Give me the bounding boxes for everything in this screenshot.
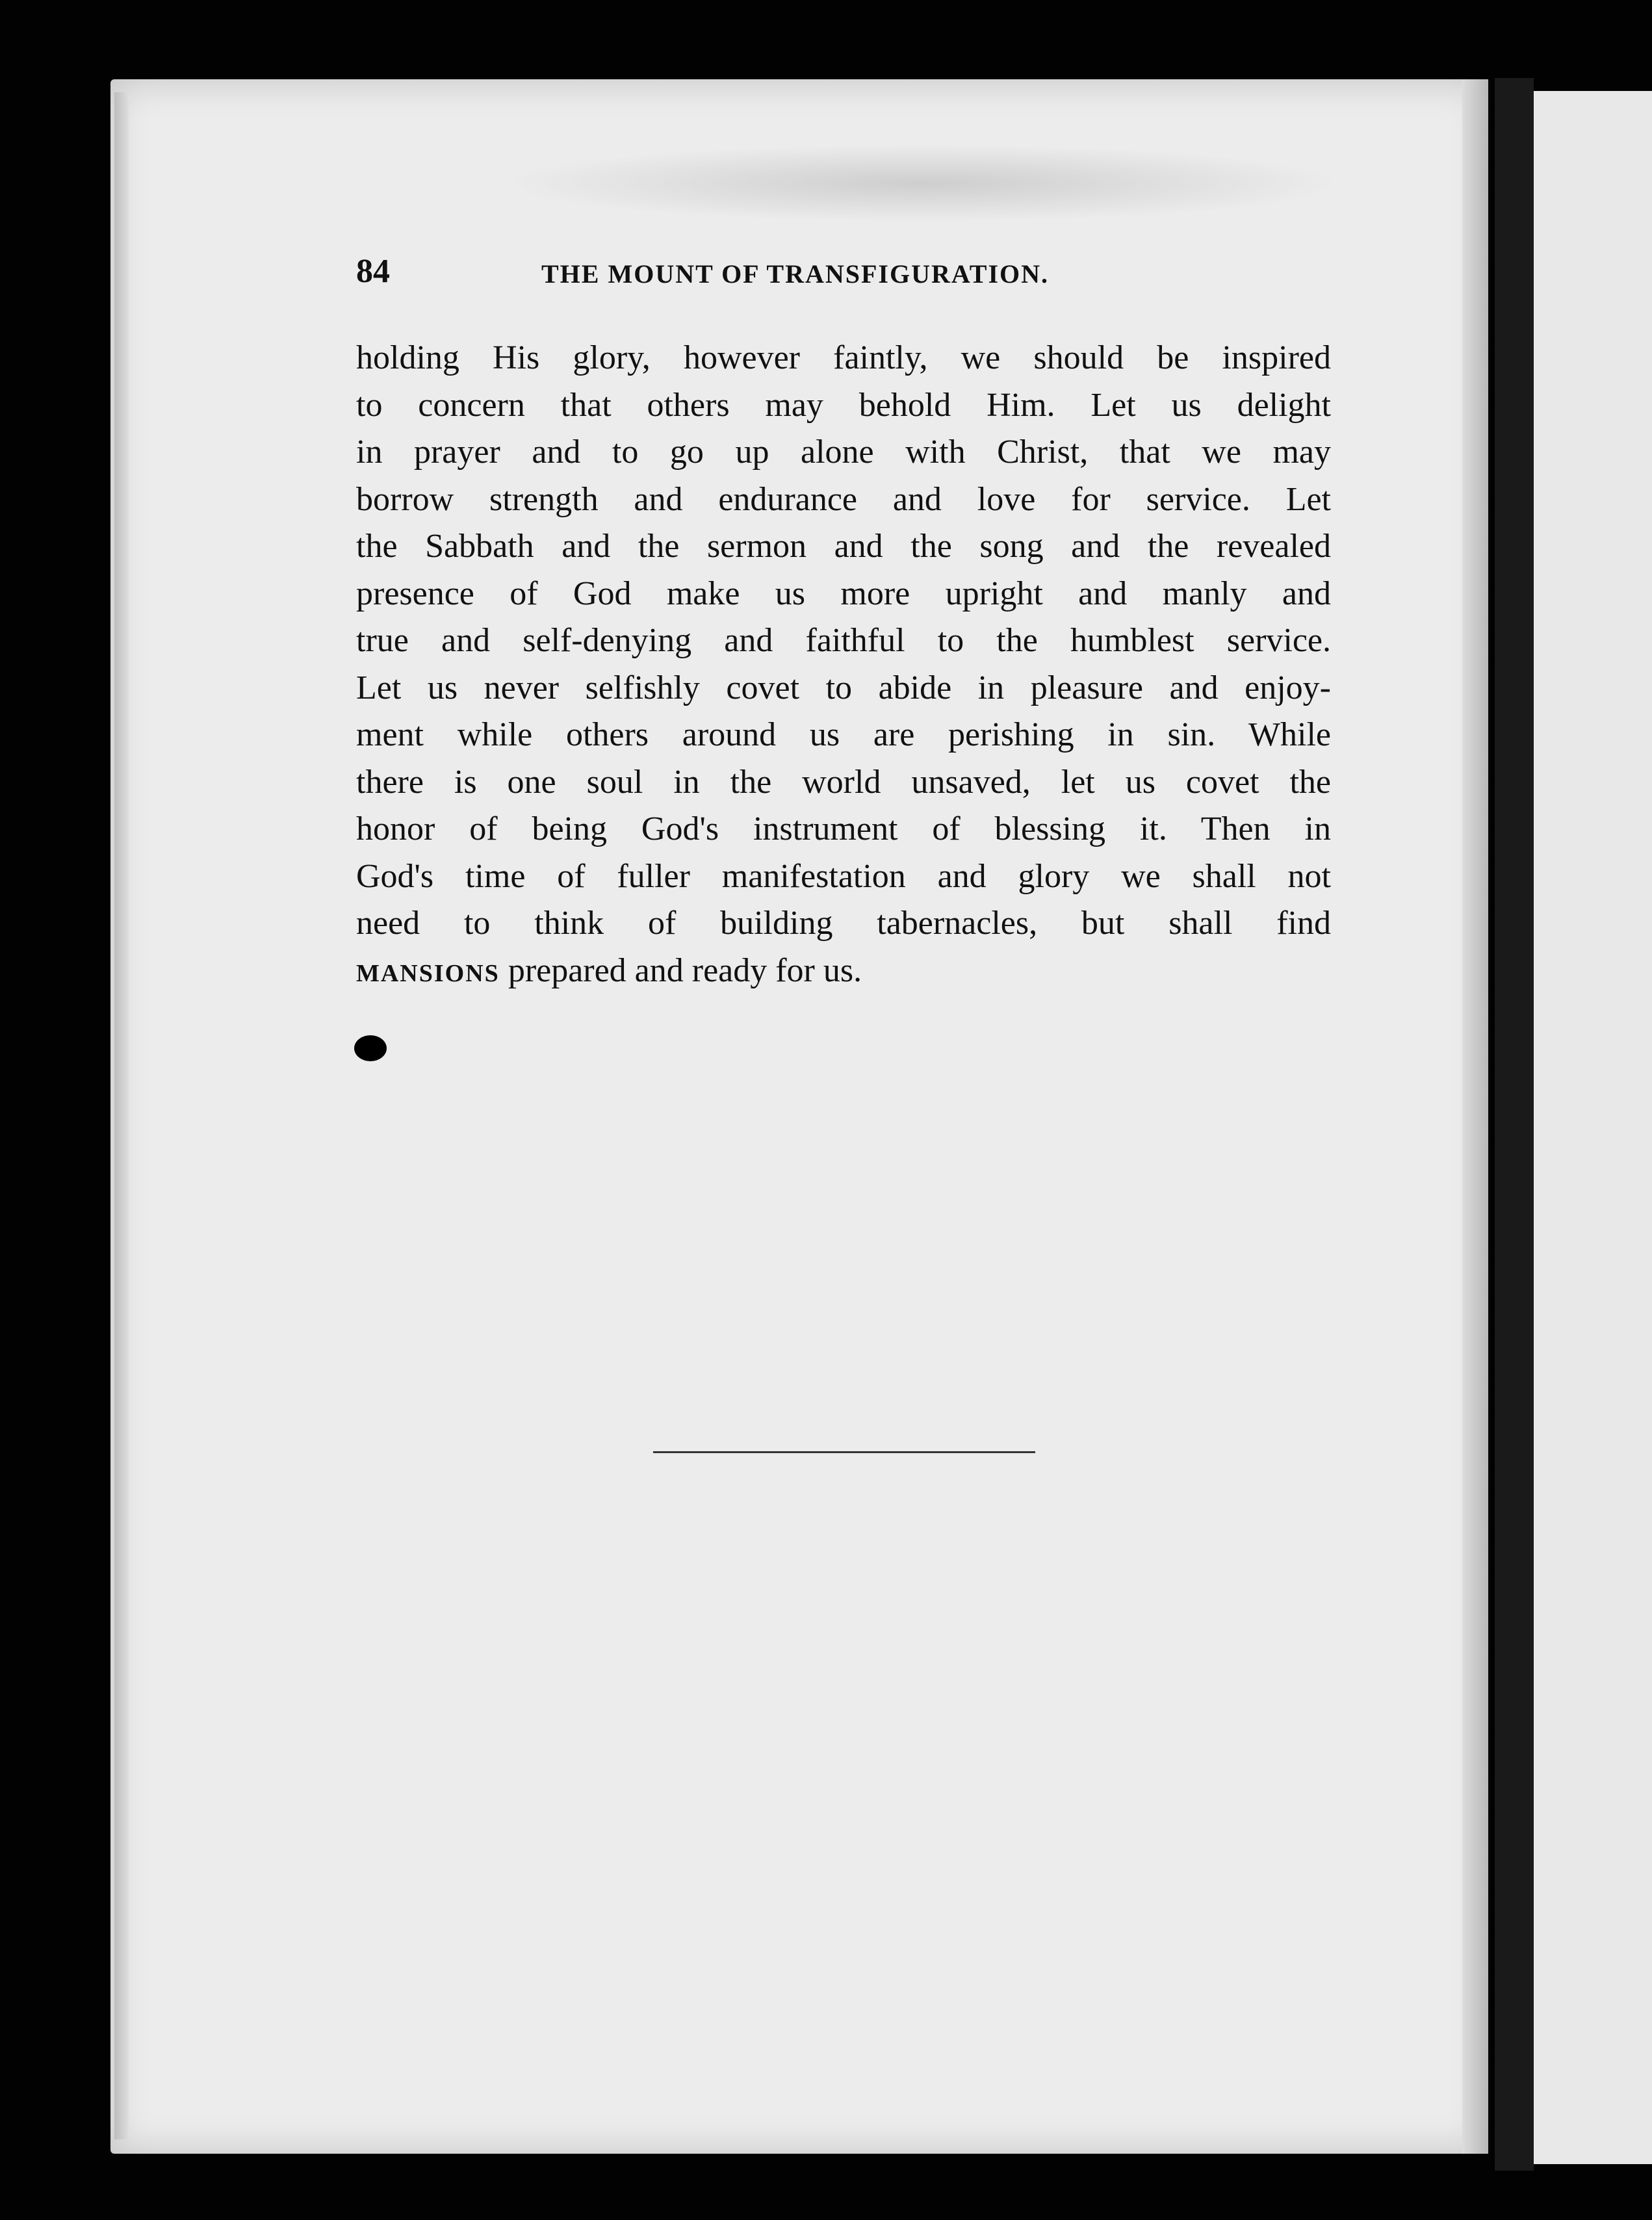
text-line: holding His glory, however faintly, we should be inspired (356, 339, 1331, 376)
page-header (356, 252, 1331, 298)
text-line: to concern that others may behold Him. Let us delight (356, 386, 1331, 424)
text-line: there is one soul in the world unsaved, let us covet the (356, 763, 1331, 801)
page-left-edge (114, 92, 129, 2139)
page-number: 84 (356, 253, 390, 290)
text-line: true and self-denying and faithful to the humblest service. (356, 622, 1331, 659)
ink-blot (354, 1035, 387, 1061)
text-line: ment while others around us are perishing in sin. While (356, 716, 1331, 753)
text-line: need to think of building tabernacles, but shall find (356, 905, 1331, 942)
section-end-rule (653, 1451, 1035, 1453)
book-binding (1495, 78, 1534, 2171)
body-paragraph (356, 335, 1331, 997)
text-line: God's time of fuller manifestation and glory we shall not (356, 857, 1331, 895)
page-stain (500, 144, 1345, 222)
text-line: presence of God make us more upright and manly and (356, 574, 1331, 612)
text-line: Let us never selfishly covet to abide in pleasure and enjoy- (356, 669, 1331, 706)
smallcaps-word: MANSIONS (356, 959, 500, 987)
text-line: borrow strength and endurance and love for service. Let (356, 480, 1331, 518)
adjacent-page-edge (1534, 91, 1652, 2164)
text-line: honor of being God's instrument of blessing it. Then in (356, 810, 1331, 847)
text-line: in prayer and to go up alone with Christ, that we may (356, 433, 1331, 471)
text-line-last (356, 948, 1331, 998)
text-line: the Sabbath and the sermon and the song and the revealed (356, 528, 1331, 565)
running-head: THE MOUNT OF TRANSFIGURATION. (541, 259, 1050, 289)
page-right-edge (1462, 79, 1488, 2154)
last-line-text: prepared and ready for us. (499, 951, 862, 989)
